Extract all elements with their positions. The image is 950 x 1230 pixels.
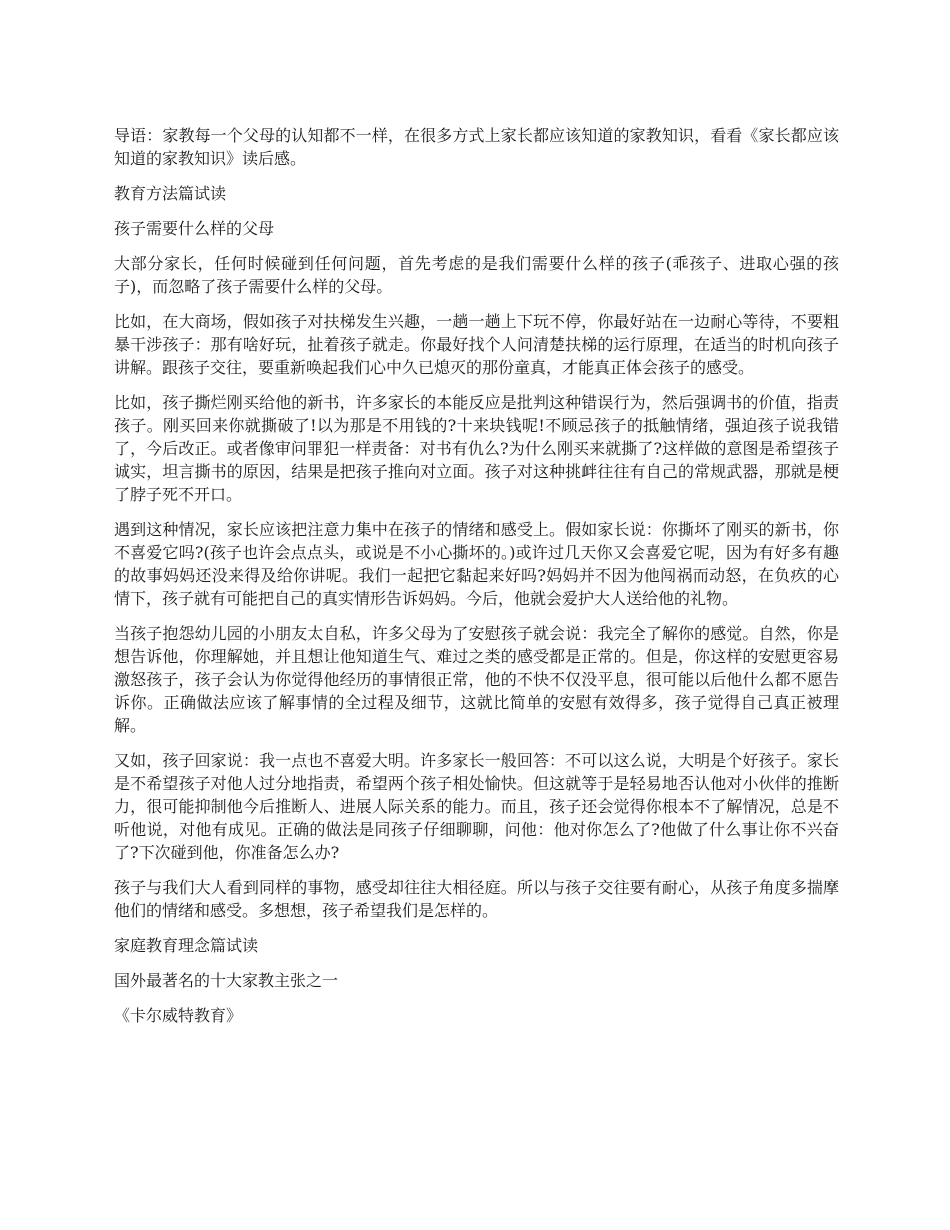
body-paragraph: 大部分家长，任何时候碰到任何问题，首先考虑的是我们需要什么样的孩子(乖孩子、进取心强的孩子)，而忽略了孩子需要什么样的父母。 <box>114 254 839 296</box>
body-paragraph: 比如，孩子撕烂刚买给他的新书，许多家长的本能反应是批判这种错误行为，然后强调书的价值，指责孩子。刚买回来你就撕破了!以为那是不用钱的?十来块钱呢!不顾忌孩子的抵触情绪，强迫孩子说我错了，今后改正。或者像审问罪犯一样责备：对书有仇么?为什么刚买来就撕了?这样做的意图是希望孩子诚实，坦言撕书的原因，结果是把孩子推向对立面。孩子对这种挑衅往往有自己的常规武器，那就是梗了脖子死不开口。 <box>114 393 839 504</box>
subheading-parents: 孩子需要什么样的父母 <box>114 219 275 238</box>
body-paragraph: 当孩子抱怨幼儿园的小朋友太自私，许多父母为了安慰孩子就会说：我完全了解你的感觉。自然，你是想告诉他，你理解她，并且想让他知道生气、难过之类的感受都是正常的。但是，你这样的安慰更容易激怒孩子，孩子会认为你觉得他经历的事情很正常，他的不快不仅没平息，很可能以后他什么都不愿告诉你。正确做法应该了解事情的全过程及细节，这就比简单的安慰有效得多，孩子觉得自己真正被理解。 <box>114 624 839 735</box>
intro-paragraph: 导语：家教每一个父母的认知都不一样，在很多方式上家长都应该知道的家教知识，看看《家长都应该知道的家教知识》读后感。 <box>114 126 839 168</box>
book-title: 《卡尔威特教育》 <box>114 1006 243 1025</box>
body-paragraph: 比如，在大商场，假如孩子对扶梯发生兴趣，一趟一趟上下玩不停，你最好站在一边耐心等待，不要粗暴干涉孩子：那有啥好玩，扯着孩子就走。你最好找个人问清楚扶梯的运行原理，在适当的时机向孩子讲解。跟孩子交往，要重新唤起我们心中久已熄灭的那份童真，才能真正体会孩子的感受。 <box>114 312 839 377</box>
body-paragraph: 孩子与我们大人看到同样的事物，感受却往往大相径庭。所以与孩子交往要有耐心，从孩子角度多揣摩他们的情绪和感受。多想想，孩子希望我们是怎样的。 <box>114 878 839 920</box>
document-body <box>114 124 839 1039</box>
body-paragraph: 又如，孩子回家说：我一点也不喜爱大明。许多家长一般回答：不可以这么说，大明是个好孩子。家长是不希望孩子对他人过分地指责，希望两个孩子相处愉快。但这就等于是轻易地否认他对小伙伴的推断力，很可能抑制他今后推断人、进展人际关系的能力。而且，孩子还会觉得你根本不了解情况，总是不听他说，对他有成见。正确的做法是同孩子仔细聊聊，问他：他对你怎么了?他做了什么事让你不兴奋了?下次碰到他，你准备怎么办? <box>114 751 839 862</box>
section-heading-methods: 教育方法篇试读 <box>114 184 227 203</box>
body-paragraph: 遇到这种情况，家长应该把注意力集中在孩子的情绪和感受上。假如家长说：你撕坏了刚买的新书，你不喜爱它吗?(孩子也许会点点头，或说是不小心撕坏的。)或许过几天你又会喜爱它呢，因为有好多有趣的故事妈妈还没来得及给你讲呢。我们一起把它黏起来好吗?妈妈并不因为他闯祸而动怒，在负疚的心情下，孩子就有可能把自己的真实情形告诉妈妈。今后，他就会爱护大人送给他的礼物。 <box>114 520 839 608</box>
subheading-ten-principles: 国外最著名的十大家教主张之一 <box>114 971 339 990</box>
section-heading-philosophy: 家庭教育理念篇试读 <box>114 936 259 955</box>
